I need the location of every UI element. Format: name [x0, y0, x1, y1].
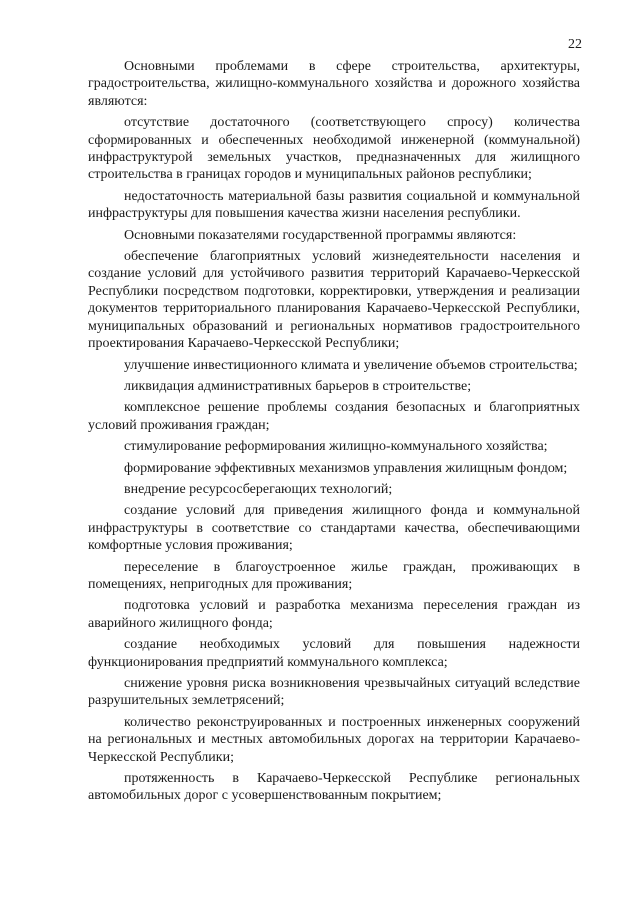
paragraph-indicator-earthquake-risk: снижение уровня риска возникновения чрезвычайных ситуаций вследствие разрушительных землетрясений; — [88, 676, 580, 709]
paragraph-indicators-intro: Основными показателями государственной программы являются: — [124, 227, 517, 243]
paragraph-indicator-road-length: протяженность в Карачаево-Черкесской Республике региональных автомобильных дорог с усовершенствованным покрытием; — [88, 771, 580, 804]
paragraph-indicator-safe-living: комплексное решение проблемы создания безопасных и благоприятных условий проживания граждан; — [88, 400, 580, 433]
paragraph-indicator-quality-standards: создание условий для приведения жилищного фонда и коммунальной инфраструктуры в соответствие со стандартами качества, обеспечивающими комфортные условия проживания; — [88, 503, 580, 554]
paragraph-indicator-housing-management: формирование эффективных механизмов управления жилищным фондом; — [124, 460, 568, 476]
paragraph-indicator-investment-climate: улучшение инвестиционного климата и увеличение объемов строительства; — [124, 357, 578, 373]
page-number: 22 — [568, 37, 582, 52]
paragraph-indicator-resource-saving: внедрение ресурсосберегающих технологий; — [124, 481, 393, 497]
paragraph-problem-material-base: недостаточность материальной базы развития социальной и коммунальной инфраструктуры для повышения качества жизни населения республики. — [88, 188, 580, 222]
paragraph-indicator-utility-reliability: создание необходимых условий для повышения надежности функционирования предприятий коммунального комплекса; — [88, 637, 580, 670]
paragraph-problem-land-plots: отсутствие достаточного (соответствующего спросу) количества сформированных и обеспеченных необходимой инженерной (коммунальной) инфраструктурой земельных участков, предназначенных для жилищного строительства в границах городов и муниципальных районов республики; — [88, 115, 580, 183]
paragraph-indicator-living-conditions: обеспечение благоприятных условий жизнедеятельности населения и создание условий для устойчивого развития территорий Карачаево-Черкесской Республики посредством подготовки, корректировки, утверждения и реализации документов территориального планирования Карачаево-Черкесской Республики, муниципальных образований и региональных нормативов градостроительного проектирования Карачаево-Черкесской Республики; — [88, 249, 580, 352]
paragraph-indicator-admin-barriers: ликвидация административных барьеров в строительстве; — [124, 378, 472, 394]
paragraph-indicator-emergency-housing: подготовка условий и разработка механизма переселения граждан из аварийного жилищного фонда; — [88, 598, 580, 631]
paragraph-indicator-resettlement: переселение в благоустроенное жилье граждан, проживающих в помещениях, непригодных для проживания; — [88, 559, 580, 592]
document-body — [88, 58, 580, 809]
paragraph-problems-intro: Основными проблемами в сфере строительства, архитектуры, градостроительства, жилищно-коммунального хозяйства и дорожного хозяйства являются: — [88, 59, 580, 109]
paragraph-indicator-housing-reform: стимулирование реформирования жилищно-коммунального хозяйства; — [124, 439, 548, 455]
paragraph-indicator-road-structures: количество реконструированных и построенных инженерных сооружений на региональных и местных автомобильных дорогах на территории Карачаево-Черкесской Республики; — [88, 714, 580, 765]
